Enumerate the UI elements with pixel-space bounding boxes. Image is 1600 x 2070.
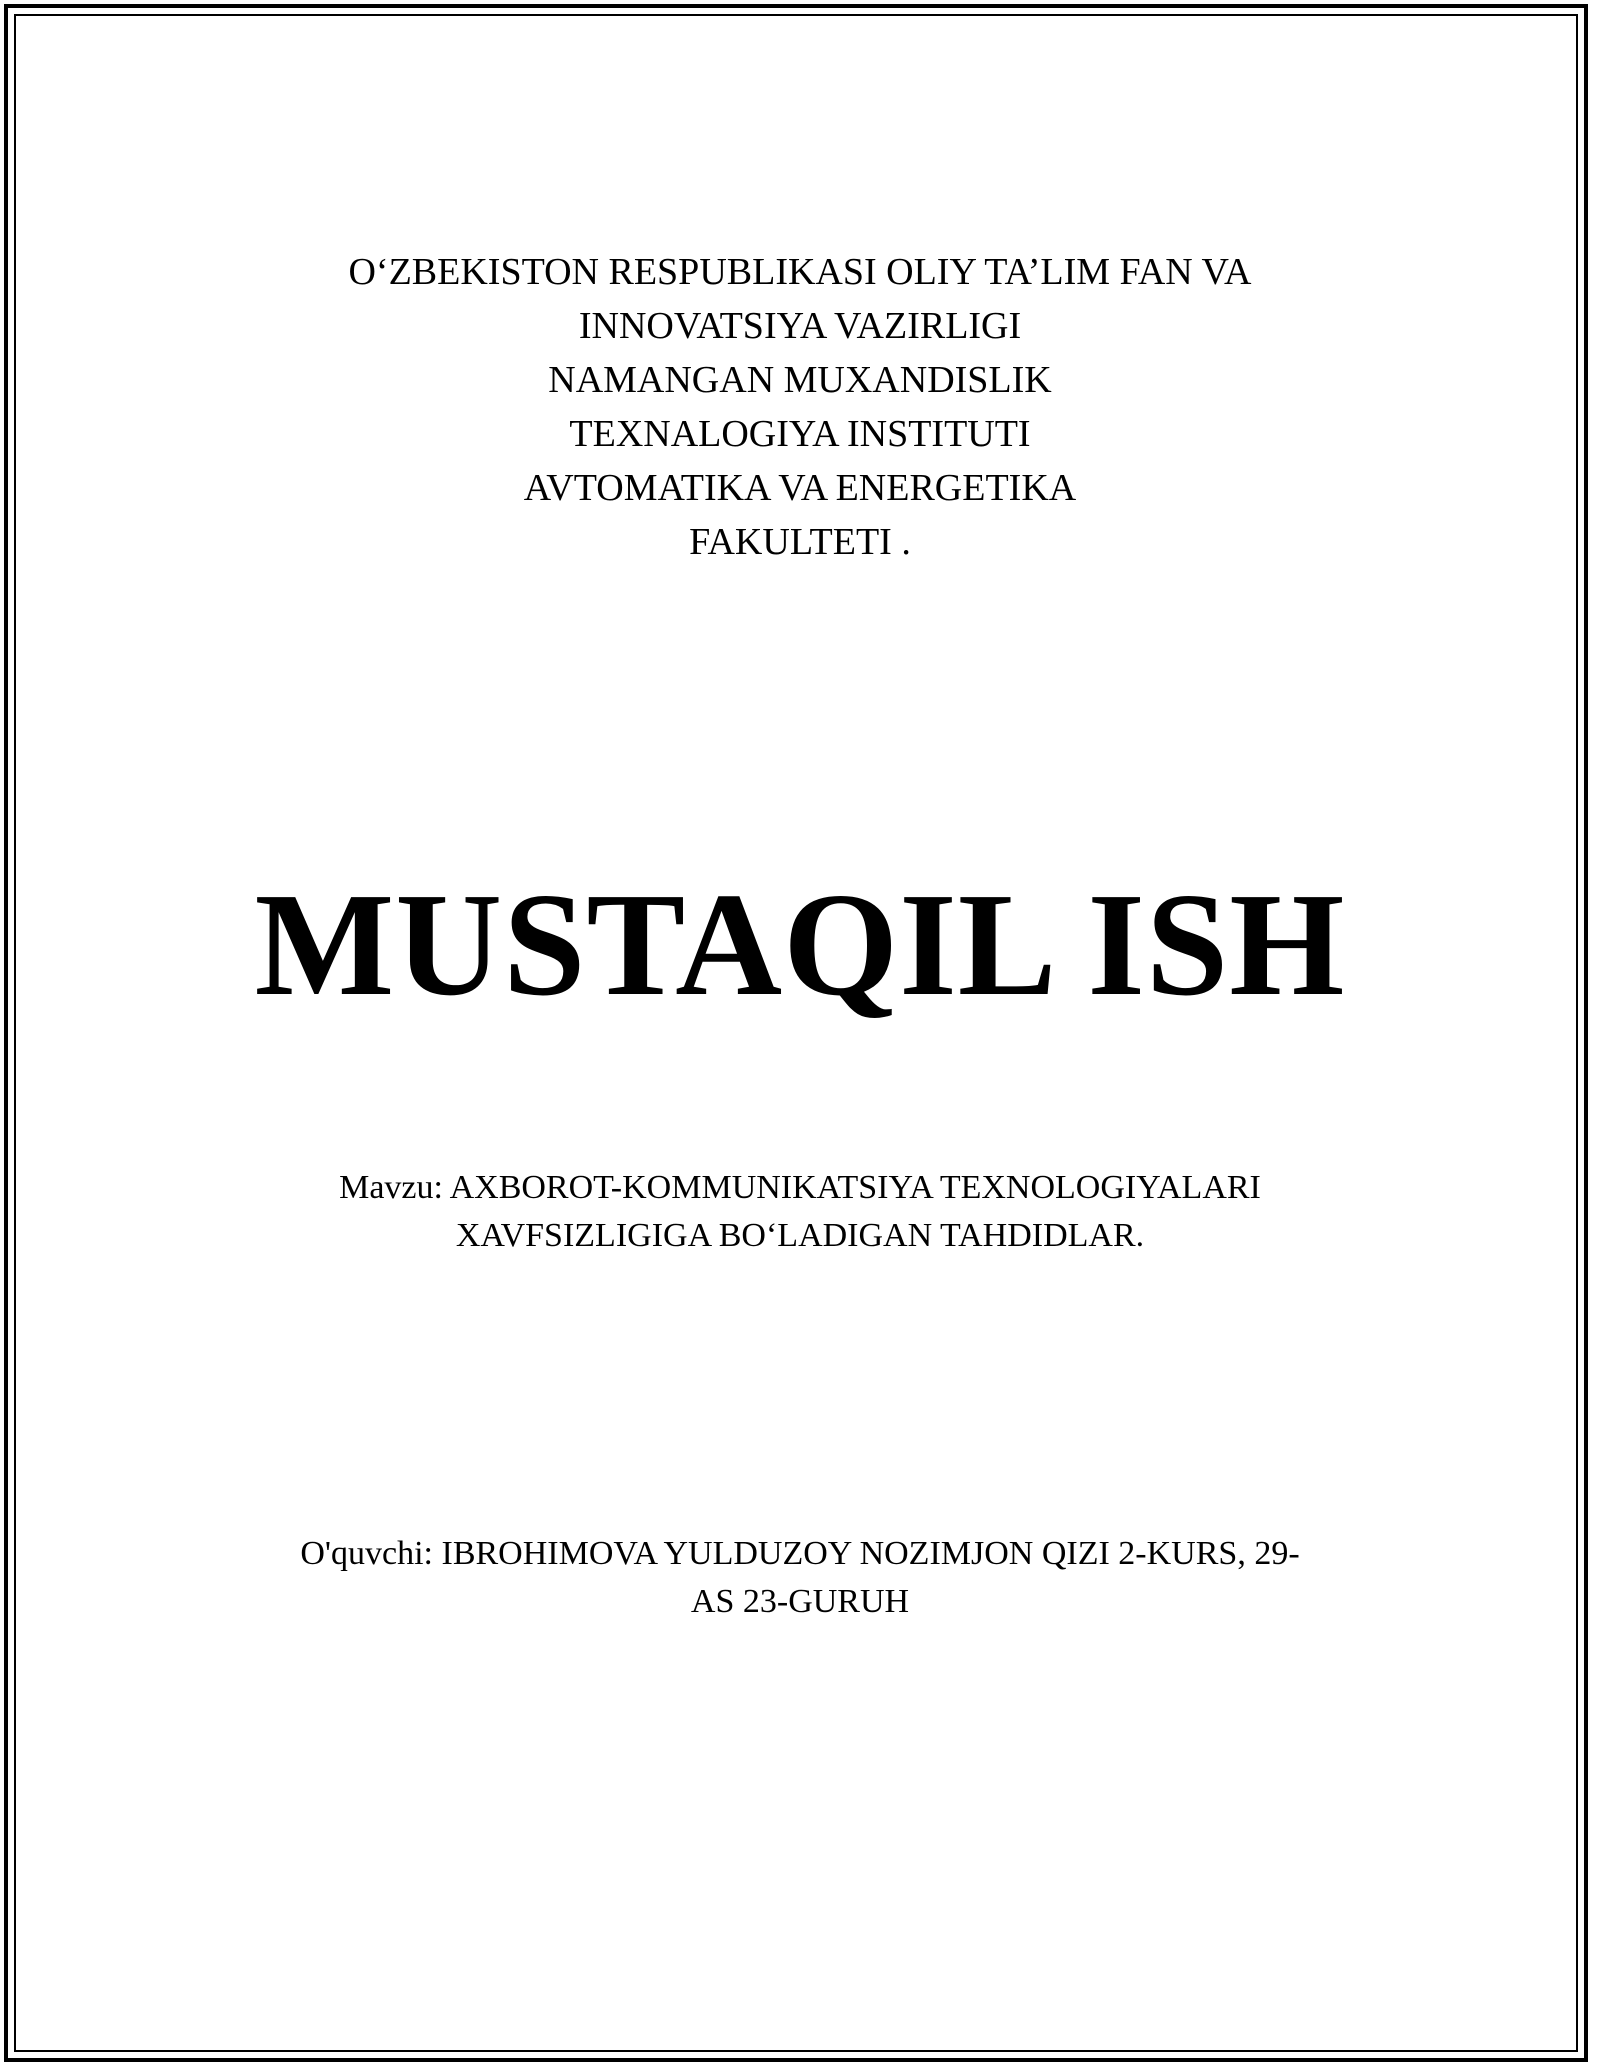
student-info (0, 1530, 1600, 1626)
document-title: MUSTAQIL ISH (254, 863, 1346, 1027)
student-line: AS 23-GURUH (690, 1583, 910, 1620)
header-line: NAMANGAN MUXANDISLIK (548, 359, 1052, 401)
header-line: INNOVATSIYA VAZIRLIGI (578, 305, 1022, 347)
topic (0, 1164, 1600, 1260)
topic-line: XAVFSIZLIGIGA BO‘LADIGAN TAHDIDLAR. (455, 1217, 1145, 1254)
header-line: TEXNALOGIYA INSTITUTI (569, 413, 1031, 455)
header-line: FAKULTETI . (689, 521, 911, 563)
topic-line: Mavzu: AXBOROT-KOMMUNIKATSIYA TEXNOLOGIYALARI (339, 1169, 1261, 1206)
student-line: O'quvchi: IBROHIMOVA YULDUZOY NOZIMJON QIZI 2-KURS, 29- (300, 1535, 1300, 1572)
header-line: O‘ZBEKISTON RESPUBLIKASI OLIY TA’LIM FAN VA (348, 251, 1252, 293)
institution-header (0, 245, 1600, 569)
header-line: AVTOMATIKA VA ENERGETIKA (523, 467, 1077, 509)
